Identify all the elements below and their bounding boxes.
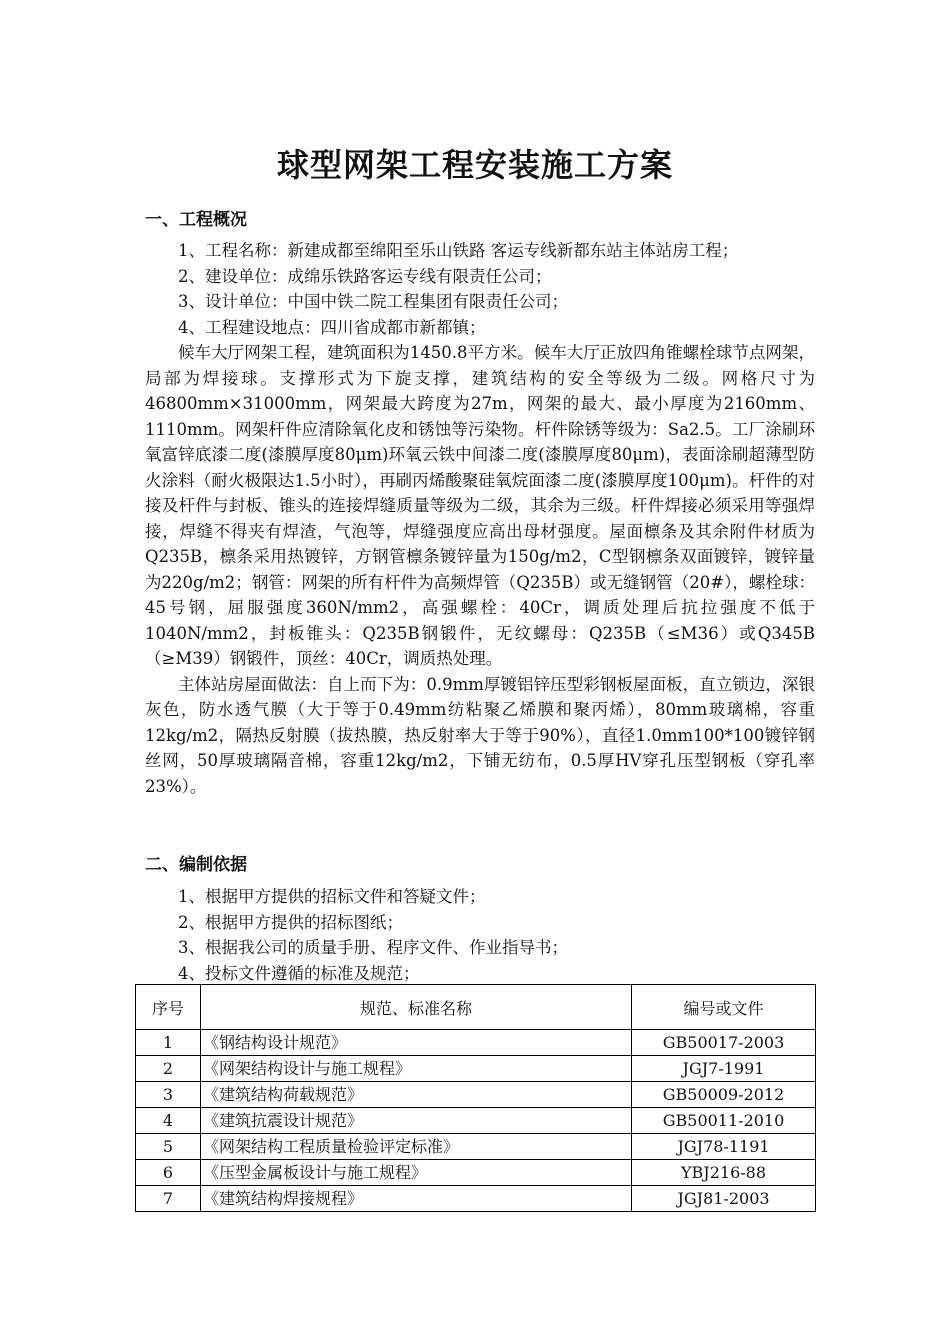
table-row bbox=[136, 1186, 816, 1212]
header-code: 编号或文件 bbox=[632, 985, 816, 1030]
row-index: 7 bbox=[136, 1186, 201, 1212]
hall-description: 候车大厅网架工程，建筑面积为1450.8平方米。候车大厅正放四角锥螺栓球节点网架，局部为焊接球。支撑形式为下旋支撑，建筑结构的安全等级为二级。网格尺寸为46800mm×31000mm，网架最大跨度为27m，网架的最大、最小厚度为2160mm、1110mm。网架杆件应清除氧化皮和锈蚀等污染物。杆件除锈等级为：Sa2.5。工厂涂刷环氧富锌底漆二度(漆膜厚度80μm)环氧云铁中间漆二度(漆膜厚度80μm)，表面涂刷超薄型防火涂料（耐火极限达1.5小时），再刷丙烯酸聚硅氧烷面漆二度(漆膜厚度100μm)。杆件的对接及杆件与封板、锥头的连接焊缝质量等级为二级，其余为三级。杆件焊接必须采用等强焊接，焊缝不得夹有焊渣，气泡等，焊缝强度应高出母材强度。屋面檩条及其余附件材质为Q235B，檩条采用热镀锌，方钢管檩条镀锌量为150g/m2，C型钢檩条双面镀锌，镀锌量为220g/m2；钢管：网架的所有杆件为高频焊管（Q235B）或无缝钢管（20#），螺栓球：45号钢，屈服强度360N/mm2，高强螺栓：40Cr，调质处理后抗拉强度不低于1040N/mm2，封板锥头：Q235B钢锻件，无纹螺母：Q235B（≤M36）或Q345B（≥M39）钢锻件，顶丝：40Cr，调质热处理。 bbox=[145, 343, 815, 668]
row-code: JGJ81-2003 bbox=[632, 1186, 816, 1212]
table-row bbox=[136, 1030, 816, 1056]
design-unit: 3、设计单位：中国中铁二院工程集团有限责任公司； bbox=[178, 292, 568, 311]
basis-item: 3、根据我公司的质量手册、程序文件、作业指导书； bbox=[178, 938, 568, 957]
basis-body bbox=[145, 884, 815, 986]
document-title: 球型网架工程安装施工方案 bbox=[276, 146, 673, 184]
basis-item: 2、根据甲方提供的招标图纸； bbox=[178, 912, 403, 932]
table-row bbox=[136, 1082, 816, 1108]
project-name: 1、工程名称：新建成都至绵阳至乐山铁路 客运专线新都东站主体站房工程； bbox=[178, 241, 739, 260]
row-name: 《建筑结构焊接规程》 bbox=[201, 1186, 632, 1212]
row-name: 《网架结构设计与施工规程》 bbox=[201, 1056, 632, 1082]
row-name: 《建筑结构荷载规范》 bbox=[201, 1082, 632, 1108]
row-index: 3 bbox=[136, 1082, 201, 1108]
row-code: GB50009-2012 bbox=[632, 1082, 816, 1108]
roof-construction: 主体站房屋面做法：自上而下为：0.9mm厚镀铝锌压型彩钢板屋面板，直立锁边，深银灰色，防水透气膜（大于等于0.49mm纺粘聚乙烯膜和聚丙烯），80mm玻璃棉，容重12kg/m2，隔热反射膜（拔热膜，热反射率大于等于90%），直径1.0mm100*100镀锌钢丝网，50厚玻璃隔音棉，容重12kg/m2，下铺无纺布，0.5厚HV穿孔压型钢板（穿孔率23%）。 bbox=[145, 674, 815, 796]
section-heading-basis: 二、编制依据 bbox=[145, 855, 247, 875]
table-row bbox=[136, 1134, 816, 1160]
section-heading-overview: 一、工程概况 bbox=[145, 210, 247, 230]
project-location: 4、工程建设地点：四川省成都市新都镇； bbox=[178, 317, 486, 337]
row-code: YBJ216-88 bbox=[632, 1160, 816, 1186]
row-index: 4 bbox=[136, 1108, 201, 1134]
row-name: 《压型金属板设计与施工规程》 bbox=[201, 1160, 632, 1186]
row-code: GB50017-2003 bbox=[632, 1030, 816, 1056]
row-code: JGJ78-1191 bbox=[632, 1134, 816, 1160]
overview-body bbox=[145, 238, 815, 799]
row-index: 6 bbox=[136, 1160, 201, 1186]
row-code: GB50011-2010 bbox=[632, 1108, 816, 1134]
row-code: JGJ7-1991 bbox=[632, 1056, 816, 1082]
row-index: 2 bbox=[136, 1056, 201, 1082]
header-name: 规范、标准名称 bbox=[201, 985, 632, 1030]
table-row bbox=[136, 1108, 816, 1134]
table-header-row bbox=[136, 985, 816, 1030]
basis-item: 4、投标文件遵循的标准及规范； bbox=[178, 963, 420, 983]
row-name: 《建筑抗震设计规范》 bbox=[201, 1108, 632, 1134]
row-index: 5 bbox=[136, 1134, 201, 1160]
row-index: 1 bbox=[136, 1030, 201, 1056]
table-row bbox=[136, 1160, 816, 1186]
row-name: 《钢结构设计规范》 bbox=[201, 1030, 632, 1056]
table-row bbox=[136, 1056, 816, 1082]
owner-unit: 2、建设单位：成绵乐铁路客运专线有限责任公司； bbox=[178, 266, 552, 286]
header-index: 序号 bbox=[136, 985, 201, 1030]
basis-item: 1、根据甲方提供的招标文件和答疑文件； bbox=[178, 887, 486, 906]
standards-table bbox=[135, 984, 816, 1212]
row-name: 《网架结构工程质量检验评定标准》 bbox=[201, 1134, 632, 1160]
